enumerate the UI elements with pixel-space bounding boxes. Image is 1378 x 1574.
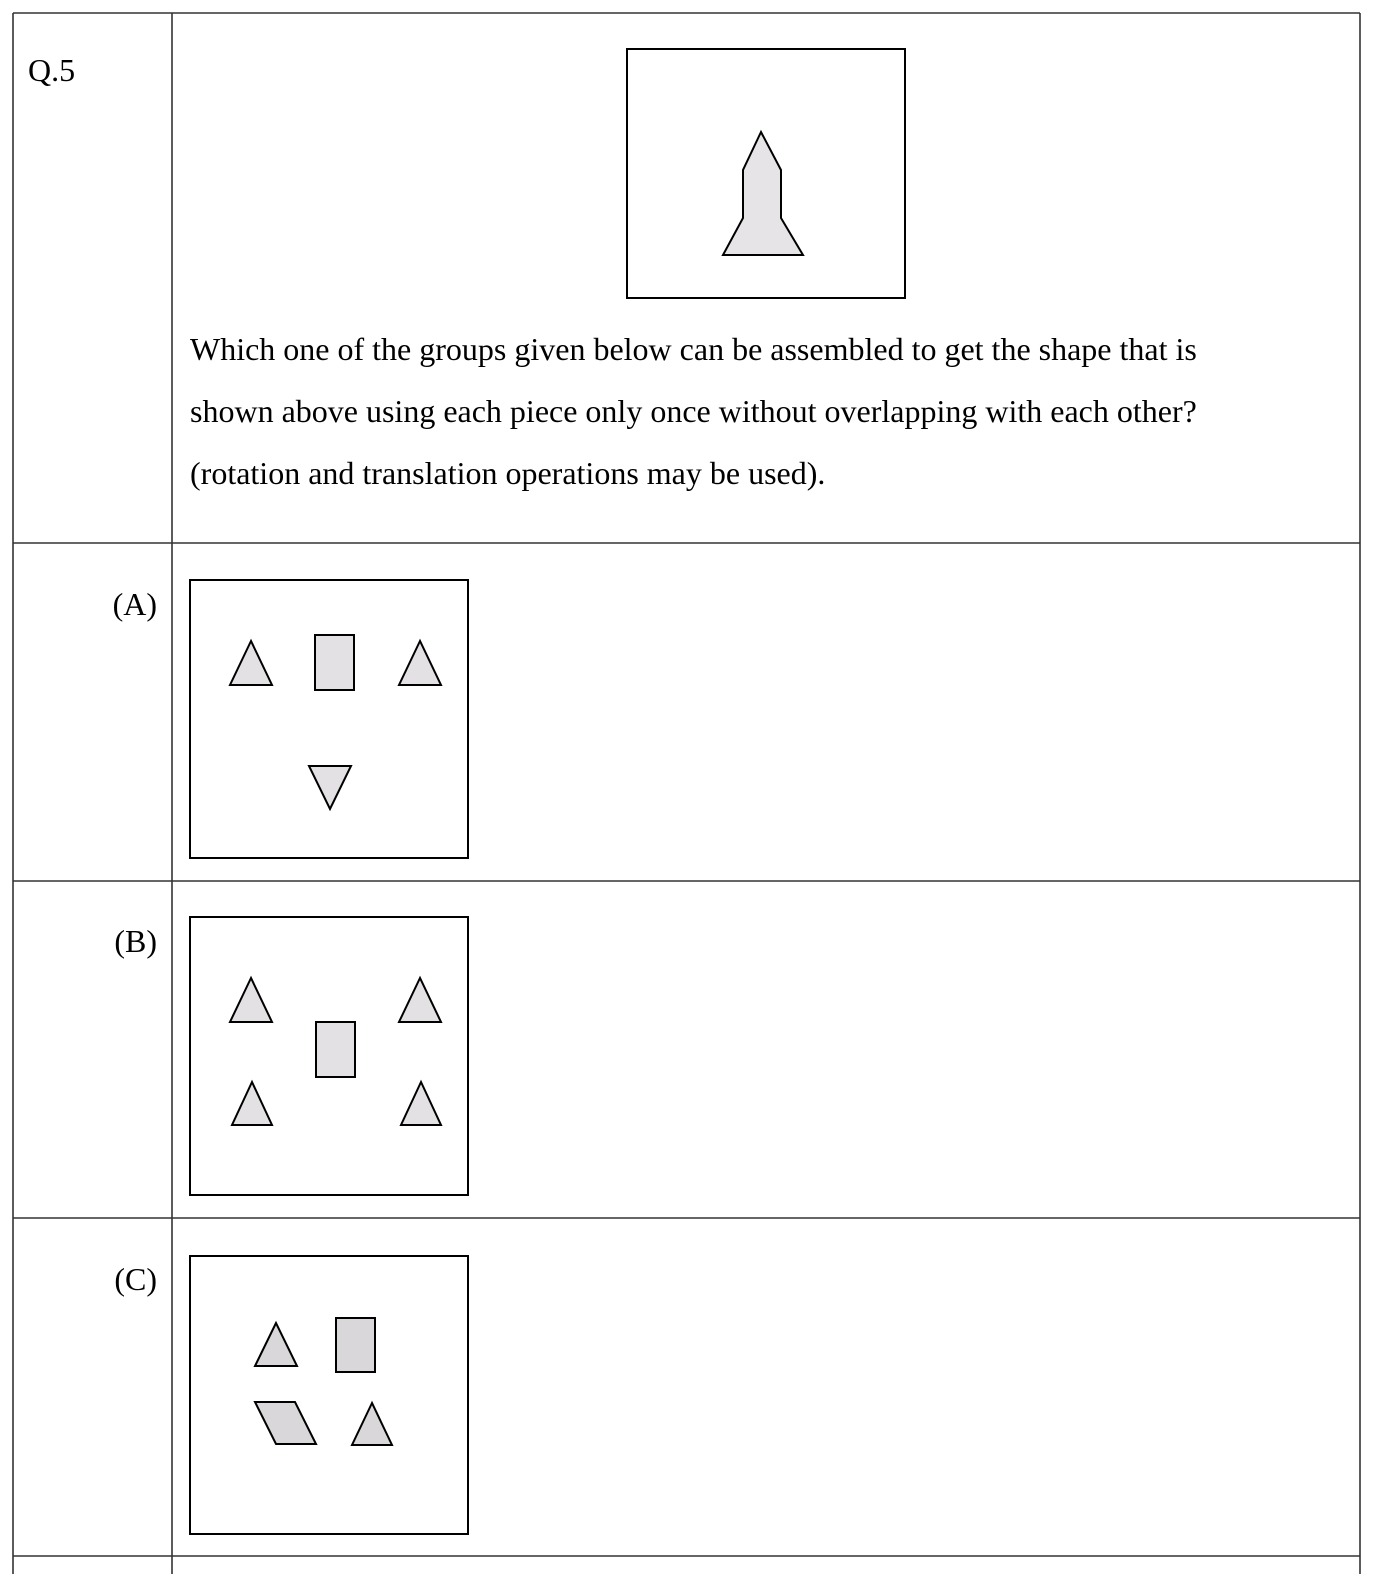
question-text-line: Which one of the groups given below can be assembled to get the shape that is [190,331,1197,367]
target-figure [626,48,907,300]
rectangle-piece [316,1022,355,1077]
option-c-label[interactable]: (C) [114,1261,157,1297]
option-c-figure[interactable] [189,1255,470,1536]
option-a-figure[interactable] [189,579,470,860]
option-b-figure[interactable] [189,916,470,1197]
question-number: Q.5 [28,52,76,88]
rectangle-piece [315,635,354,690]
question-text [190,318,1340,504]
rectangle-piece [336,1318,375,1372]
question-text-line: shown above using each piece only once without overlapping with each other? [190,393,1197,429]
question-text-line: (rotation and translation operations may be used). [190,455,826,491]
option-b-label[interactable]: (B) [114,923,157,959]
option-a-label[interactable]: (A) [112,586,157,622]
